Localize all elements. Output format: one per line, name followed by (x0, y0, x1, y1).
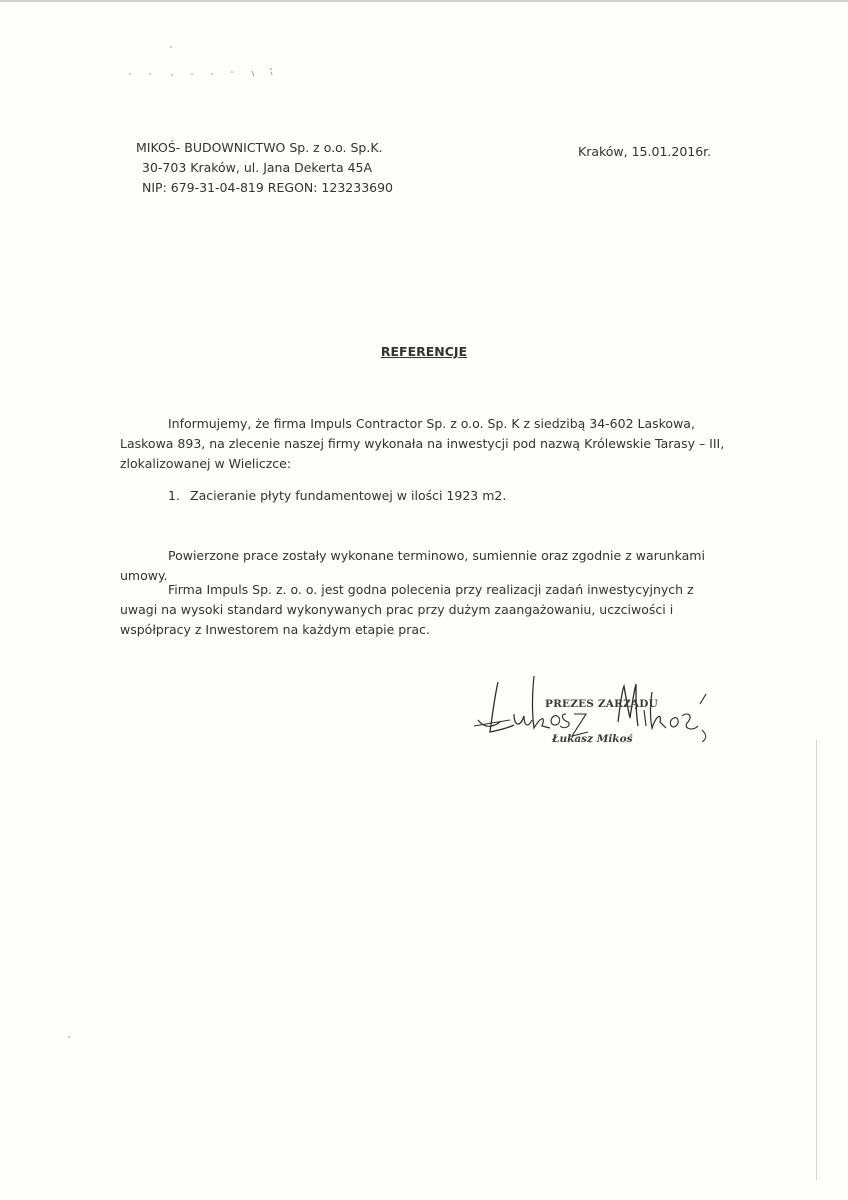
document-title: REFERENCJE (380, 344, 468, 359)
scan-specks (120, 62, 300, 82)
scan-edge-right (816, 740, 817, 1180)
stamp-name: Łukasz Mikoś (552, 733, 633, 745)
stamp-title: PREZES ZARZĄDU (545, 698, 658, 710)
place-date: Kraków, 15.01.2016r. (578, 144, 712, 159)
sender-street: 30-703 Kraków, ul. Jana Dekerta 45A (142, 160, 373, 175)
sender-tax-ids: NIP: 679-31-04-819 REGON: 123233690 (142, 180, 394, 195)
handwritten-signature (470, 670, 720, 760)
paragraph-intro: Informujemy, że firma Impuls Contractor Sp. z o.o. Sp. K z siedzibą 34-602 Laskowa, Laskowa 893, na zlecenie naszej firmy wykonała na inwestycji pod nazwą Królewskie Tarasy – III, zlokalizowanej w Wieliczce: (120, 416, 725, 471)
scan-speck (170, 46, 172, 48)
scan-edge-top (0, 0, 848, 2)
list-item (168, 488, 506, 503)
scan-speck (68, 1036, 70, 1038)
list-item-number: 1. (168, 488, 180, 503)
paragraph-performance: Powierzone prace zostały wykonane terminowo, sumiennie oraz zgodnie z warunkami umowy. (120, 548, 705, 583)
sender-address (136, 138, 393, 198)
sender-company: MIKOŚ- BUDOWNICTWO Sp. z o.o. Sp.K. (136, 140, 383, 155)
list-item-text: Zacieranie płyty fundamentowej w ilości 1923 m2. (190, 488, 507, 503)
paragraph-recommendation: Firma Impuls Sp. z. o. o. jest godna polecenia przy realizacji zadań inwestycyjnych z uwagi na wysoki standard wykonywanych prac przy dużym zaangażowaniu, uczciwości i współpracy z Inwestorem na każdym etapie prac. (120, 582, 694, 637)
